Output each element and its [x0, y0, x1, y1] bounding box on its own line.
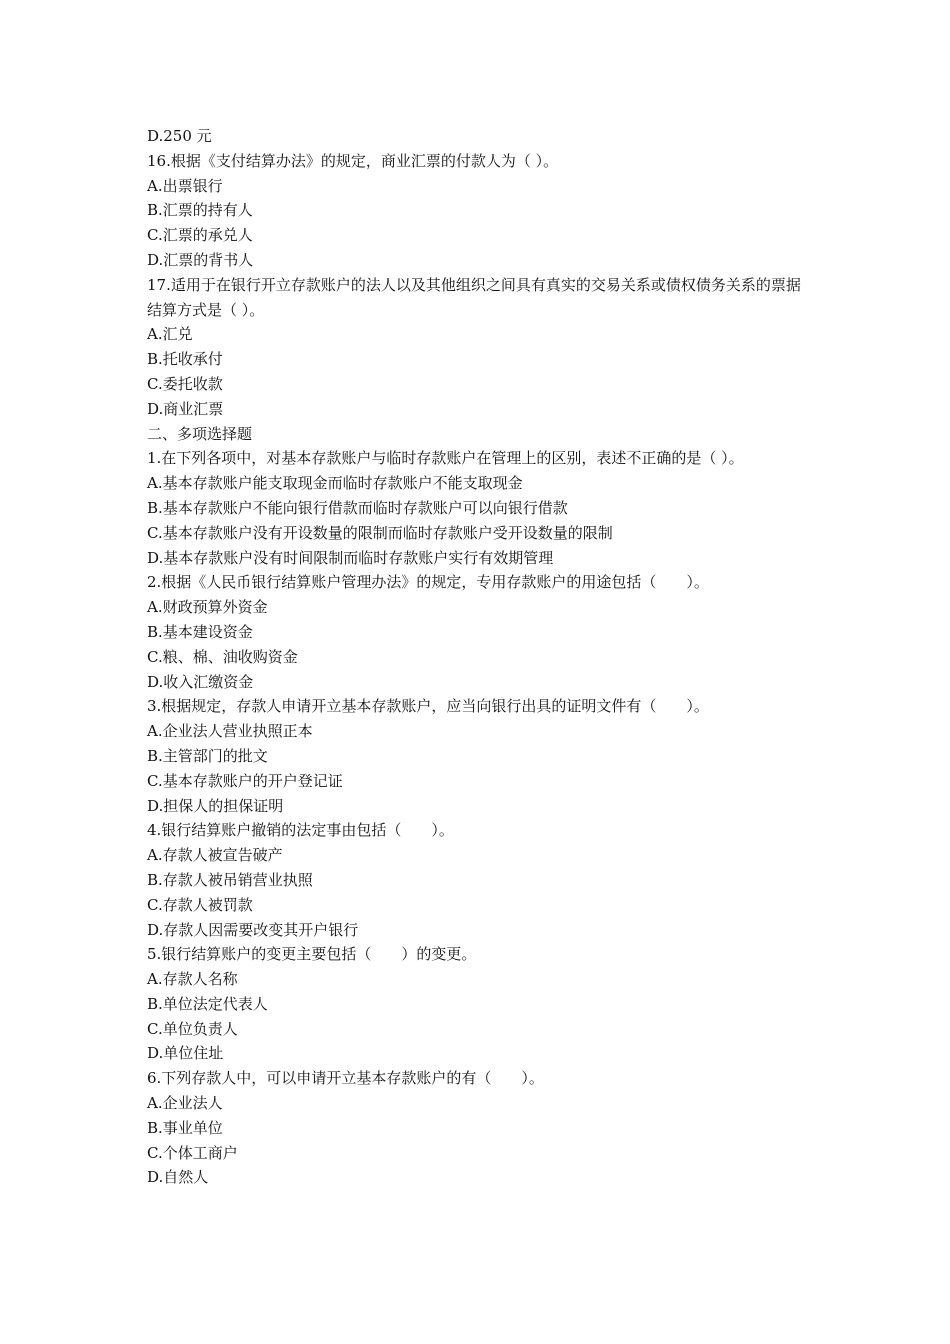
option-c-q16: C.汇票的承兑人: [147, 226, 253, 245]
option-c-mq3: C.基本存款账户的开户登记证: [147, 771, 343, 790]
question-16: 16.根据《支付结算办法》的规定，商业汇票的付款人为（ ）。: [147, 151, 559, 170]
option-b-mq6: B.事业单位: [147, 1118, 223, 1137]
option-d-mq1: D.基本存款账户没有时间限制而临时存款账户实行有效期管理: [147, 548, 554, 567]
multi-question-3: 3.根据规定，存款人申请开立基本存款账户，应当向银行出具的证明文件有（ ）。: [147, 697, 709, 716]
option-a-mq4: A.存款人被宣告破产: [147, 846, 283, 865]
option-d-q15: D.250 元: [147, 127, 212, 145]
question-17: 17.适用于在银行开立存款账户的法人以及其他组织之间具有真实的交易关系或债权债务关系的票据结算方式是（ ）。: [147, 275, 801, 319]
multi-question-2: 2.根据《人民币银行结算账户管理办法》的规定，专用存款账户的用途包括（ ）。: [147, 573, 709, 592]
multi-question-4: 4.银行结算账户撤销的法定事由包括（ ）。: [147, 821, 454, 840]
option-b-q16: B.汇票的持有人: [147, 201, 253, 220]
option-d-q16: D.汇票的背书人: [147, 250, 254, 269]
option-b-mq4: B.存款人被吊销营业执照: [147, 870, 313, 889]
option-d-q17: D.商业汇票: [147, 399, 224, 418]
option-a-mq5: A.存款人名称: [147, 970, 238, 989]
option-c-mq6: C.个体工商户: [147, 1143, 238, 1162]
option-d-mq4: D.存款人因需要改变其开户银行: [147, 920, 359, 939]
document-body: [147, 124, 812, 1190]
option-a-mq2: A.财政预算外资金: [147, 598, 268, 617]
option-d-mq3: D.担保人的担保证明: [147, 796, 284, 815]
option-b-mq2: B.基本建设资金: [147, 622, 253, 641]
option-d-mq2: D.收入汇缴资金: [147, 672, 254, 691]
option-a-mq6: A.企业法人: [147, 1094, 223, 1113]
option-b-mq1: B.基本存款账户不能向银行借款而临时存款账户可以向银行借款: [147, 498, 568, 517]
option-a-mq3: A.企业法人营业执照正本: [147, 722, 313, 741]
option-d-mq5: D.单位住址: [147, 1044, 224, 1063]
multi-question-5: 5.银行结算账户的变更主要包括（ ）的变更。: [147, 945, 477, 964]
option-d-mq6: D.自然人: [147, 1168, 209, 1187]
multi-question-1: 1.在下列各项中，对基本存款账户与临时存款账户在管理上的区别，表述不正确的是（ ）。: [147, 449, 744, 468]
option-b-q17: B.托收承付: [147, 350, 223, 369]
section-heading: 二、多项选择题: [147, 424, 253, 443]
option-a-mq1: A.基本存款账户能支取现金而临时存款账户不能支取现金: [147, 474, 523, 493]
option-c-mq1: C.基本存款账户没有开设数量的限制而临时存款账户受开设数量的限制: [147, 523, 613, 542]
option-c-mq2: C.粮、棉、油收购资金: [147, 647, 298, 666]
option-b-mq5: B.单位法定代表人: [147, 994, 268, 1013]
option-a-q17: A.汇兑: [147, 325, 193, 344]
option-c-q17: C.委托收款: [147, 374, 223, 393]
option-a-q16: A.出票银行: [147, 176, 223, 195]
option-c-mq4: C.存款人被罚款: [147, 895, 253, 914]
option-c-mq5: C.单位负责人: [147, 1019, 238, 1038]
multi-question-6: 6.下列存款人中，可以申请开立基本存款账户的有（ ）。: [147, 1069, 544, 1088]
option-b-mq3: B.主管部门的批文: [147, 746, 268, 765]
